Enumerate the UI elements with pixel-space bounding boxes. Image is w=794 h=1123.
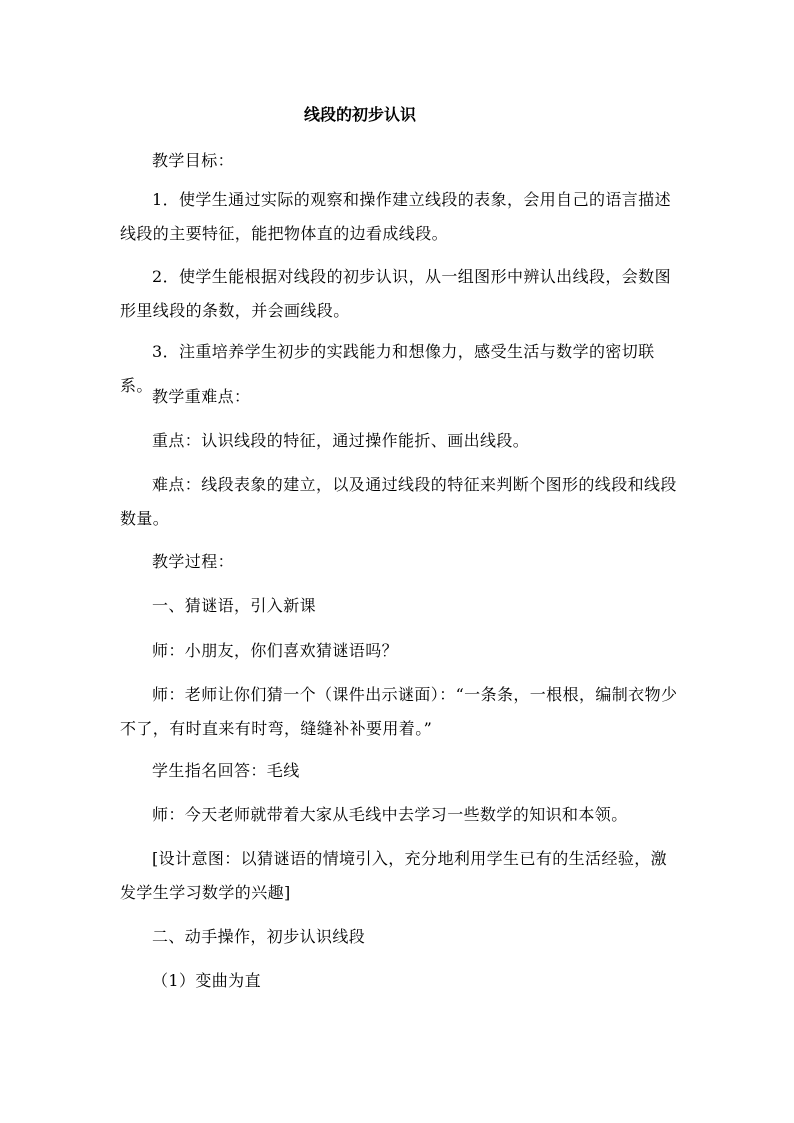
paragraph-section-1-heading: 一、猜谜语，引入新课 (152, 596, 317, 615)
paragraph-teacher-question: 师：小朋友，你们喜欢猜谜语吗？ (152, 641, 399, 660)
paragraph-section-2-heading: 二、动手操作，初步认识线段 (152, 927, 366, 946)
paragraph-objective-1: 1．使学生通过实际的观察和操作建立线段的表象，会用自己的语言描述线段的主要特征，能把物体直的边看成线段。 (120, 190, 671, 243)
document-title: 线段的初步认识 (303, 105, 416, 124)
paragraph-step-1: （1）变曲为直 (152, 971, 261, 990)
paragraph-objectives-heading: 教学目标： (152, 151, 235, 170)
paragraph-objective-2: 2．使学生能根据对线段的初步认识，从一组图形中辨认出线段，会数图形里线段的条数，并会画线段。 (120, 267, 671, 320)
paragraph-key-points-heading: 教学重难点： (152, 387, 251, 406)
paragraph-design-intent: [设计意图：以猜谜语的情境引入，充分地利用学生已有的生活经验，激发学生学习数学的兴趣] (120, 849, 668, 902)
paragraph-teacher-intro: 师：今天老师就带着大家从毛线中去学习一些数学的知识和本领。 (152, 805, 628, 824)
paragraph-riddle: 师：老师让你们猜一个（课件出示谜面）：“一条条，一根根，编制衣物少不了，有时直来有时弯，缝缝补补要用着。” (120, 685, 678, 738)
paragraph-student-answer: 学生指名回答：毛线 (152, 761, 300, 780)
paragraph-key-point: 重点：认识线段的特征，通过操作能折、画出线段。 (152, 431, 530, 450)
paragraph-process-heading: 教学过程： (152, 552, 235, 571)
paragraph-objective-3: 3．注重培养学生初步的实践能力和想像力，感受生活与数学的密切联系。 (120, 342, 655, 395)
paragraph-difficulty: 难点：线段表象的建立，以及通过线段的特征来判断个图形的线段和线段数量。 (120, 475, 677, 528)
